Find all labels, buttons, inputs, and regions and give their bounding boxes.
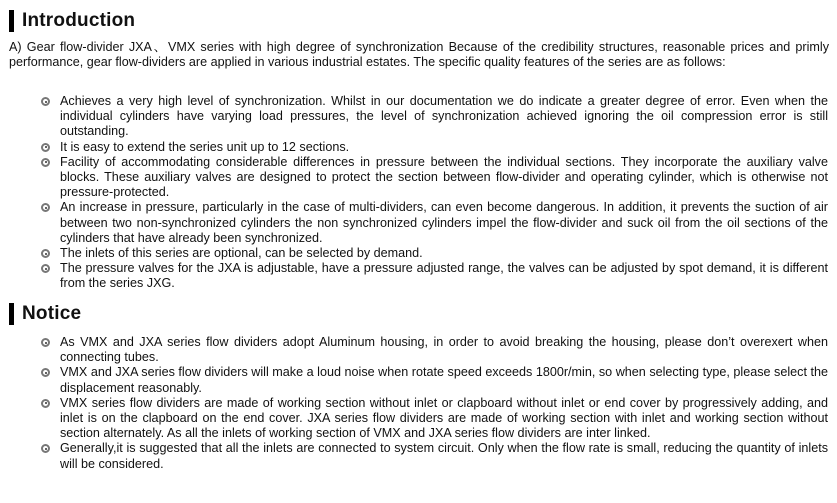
bullet-icon: [41, 264, 50, 273]
list-item: VMX series flow dividers are made of working section without inlet or clapboard without inlet or end cover by progressively adding, and inlet is on the clapboard on the end cover. JXA series flow dividers are made of working section with inlet and working section without section alternately. As all the inlets of working section of VMX and JXA series flow dividers are inter linked.: [0, 396, 837, 442]
bullet-icon: [41, 97, 50, 106]
list-item: VMX and JXA series flow dividers will make a loud noise when rotate speed exceeds 1800r/min, so when selecting type, please select the displacement reasonably.: [0, 365, 837, 395]
notice-heading: [9, 303, 81, 325]
notice-list: [0, 335, 837, 472]
bullet-icon: [41, 338, 50, 347]
notice-title: Notice: [22, 303, 82, 324]
bullet-icon: [41, 158, 50, 167]
list-item: It is easy to extend the series unit up to 12 sections.: [0, 140, 837, 155]
list-item: An increase in pressure, particularly in the case of multi-dividers, can even become dangerous. In addition, it prevents the suction of air between two non-synchronized cylinders the non synchronized cylinders impel the flow-divider and suck oil from the oil sections of the cylinders that have already been synchronized.: [0, 200, 837, 246]
bullet-icon: [41, 368, 50, 377]
introduction-paragraph: A) Gear flow-divider JXA、VMX series with high degree of synchronization Because of the credibility structures, reasonable prices and primly performance, gear flow-dividers are applied in various industrial estates. The specific quality features of the series are as follows:: [9, 40, 829, 70]
heading-bar: [9, 303, 14, 325]
list-item: Generally,it is suggested that all the inlets are connected to system circuit. Only when the flow rate is small, reducing the quantity of inlets will be considered.: [0, 441, 837, 471]
list-item: As VMX and JXA series flow dividers adopt Aluminum housing, in order to avoid breaking the housing, please don’t overexert when connecting tubes.: [0, 335, 837, 365]
introduction-list: [0, 94, 837, 292]
list-item: The pressure valves for the JXA is adjustable, have a pressure adjusted range, the valves can be adjusted by spot demand, it is different from the series JXG.: [0, 261, 837, 291]
bullet-icon: [41, 203, 50, 212]
list-item: The inlets of this series are optional, can be selected by demand.: [0, 246, 837, 261]
bullet-icon: [41, 249, 50, 258]
heading-bar: [9, 10, 14, 32]
bullet-icon: [41, 444, 50, 453]
introduction-heading: [9, 10, 135, 32]
introduction-title: Introduction: [22, 10, 136, 31]
bullet-icon: [41, 143, 50, 152]
list-item: Achieves a very high level of synchronization. Whilst in our documentation we do indicate a greater degree of error. Even when the individual cylinders have varying load pressures, the level of synchronization achieved ignoring the oil compression error is still outstanding.: [0, 94, 837, 140]
list-item: Facility of accommodating considerable differences in pressure between the individual sections. They incorporate the auxiliary valve blocks. These auxiliary valves are designed to protect the section between flow-divider and operating cylinder, which is otherwise not pressure-protected.: [0, 155, 837, 201]
bullet-icon: [41, 399, 50, 408]
